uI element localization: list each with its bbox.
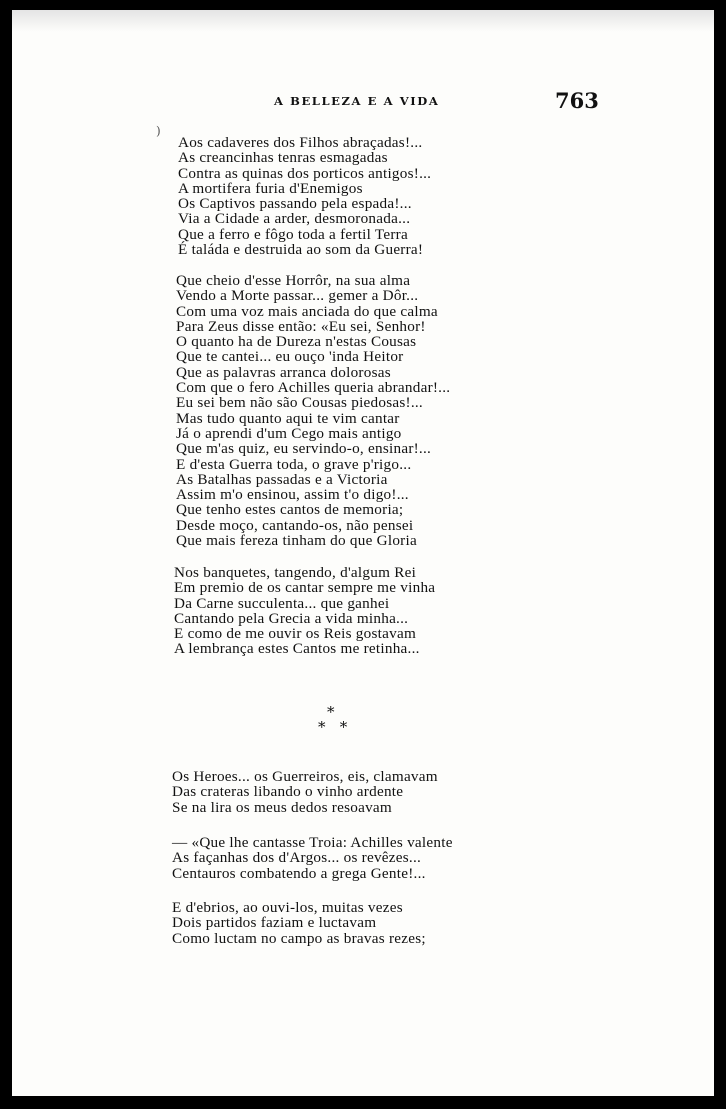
verse-line: Cantando pela Grecia a vida minha... [174,609,409,627]
verse-line: Os Heroes... os Guerreiros, eis, clamavam [172,768,438,785]
scan-shadow [12,10,714,32]
margin-mark: ) [156,124,161,138]
verse-line: Desde moço, cantando-os, não pensei [176,516,414,534]
verse-line: Que a ferro e fôgo toda a fertil Terra [178,225,408,243]
verse-line: As creancinhas tenras esmagadas [178,149,388,167]
stanza-1 [178,135,431,257]
verse-line: Das crateras libando o vinho ardente [172,783,404,801]
verse-line: Aos cadaveres dos Filhos abraçadas!... [178,134,423,151]
verse-line: Que m'as quiz, eu servindo-o, ensinar!... [176,440,432,458]
verse-line: Que as palavras arranca dolorosas [176,363,391,381]
verse-line: Da Carne succulenta... que ganhei [174,594,390,612]
verse-line: Com que o fero Achilles queria abrandar!... [176,379,451,397]
verse-line: Que te cantei... eu ouço 'inda Heitor [176,348,404,366]
stanza-5 [172,835,453,881]
verse-line: Em premio de os cantar sempre me vinha [174,579,436,597]
verse-line: Os Captivos passando pela espada!... [178,195,412,213]
verse-line: Via a Cidade a arder, desmoronada... [178,210,411,228]
verse-line: E d'ebrios, ao ouvi-los, muitas vezes [172,899,403,916]
verse-line: Nos banquetes, tangendo, d'algum Rei [174,564,417,581]
stanza-3 [174,565,435,657]
verse-line: Que mais fereza tinham do que Gloria [176,532,417,550]
verse-line: Vendo a Morte passar... gemer a Dôr... [176,287,419,305]
verse-line: Eu sei bem não são Cousas piedosas!... [176,394,423,412]
verse-line: Contra as quinas dos porticos antigos!... [178,164,432,182]
page-number: 763 [555,88,599,113]
verse-line: Que cheio d'esse Horrôr, na sua alma [176,272,411,289]
asterism-top: * [327,703,335,721]
verse-line: Assim m'o ensinou, assim t'o digo!... [176,486,409,504]
verse-line: O quanto ha de Dureza n'estas Cousas [176,333,417,351]
document-page [12,10,714,1096]
verse-line: Já o aprendi d'um Cego mais antigo [176,424,402,442]
verse-line: Mas tudo quanto aqui te vim cantar [176,409,400,427]
verse-line: As façanhas dos d'Argos... os revêzes... [172,849,422,867]
verse-line: Para Zeus disse então: «Eu sei, Senhor! [176,317,426,335]
stanza-6 [172,900,426,946]
verse-line: Com uma voz mais anciada do que calma [176,302,438,320]
asterism-bottom: * * [318,718,348,736]
stanza-4 [172,769,438,815]
verse-line: A mortifera furia d'Enemigos [178,179,363,197]
verse-line: Dois partidos faziam e luctavam [172,914,377,932]
verse-line: Que tenho estes cantos de memoria; [176,501,404,519]
verse-line: É taláda e destruida ao som da Guerra! [178,241,424,259]
verse-line: E d'esta Guerra toda, o grave p'rigo... [176,455,412,473]
verse-line: Se na lira os meus dedos resoavam [172,798,392,816]
verse-line: As Batalhas passadas e a Victoria [176,470,388,488]
verse-line: Centauros combatendo a grega Gente!... [172,864,426,882]
running-title: A BELLEZA E A VIDA [274,94,440,108]
verse-line: — «Que lhe cantasse Troia: Achilles valente [172,834,453,851]
verse-line: A lembrança estes Cantos me retinha... [174,640,420,658]
stanza-2 [176,273,450,548]
verse-line: E como de me ouvir os Reis gostavam [174,625,417,643]
verse-line: Como luctam no campo as bravas rezes; [172,929,426,947]
